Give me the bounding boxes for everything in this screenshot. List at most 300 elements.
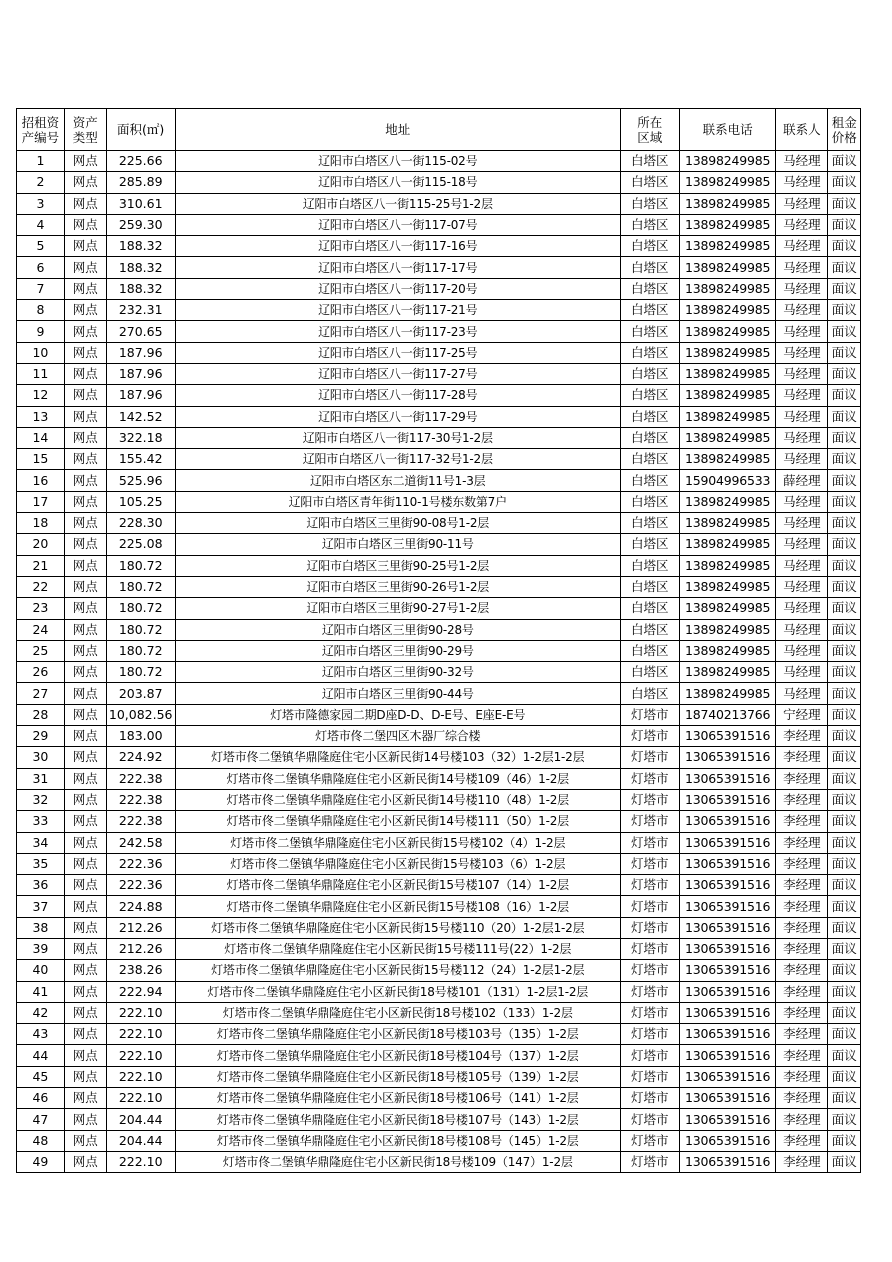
table-row xyxy=(17,1088,861,1109)
cell-price: 面议 xyxy=(828,662,861,683)
cell-area: 525.96 xyxy=(106,470,175,491)
cell-area: 238.26 xyxy=(106,960,175,981)
cell-contact: 李经理 xyxy=(776,726,828,747)
table-row xyxy=(17,1109,861,1130)
cell-phone: 13898249985 xyxy=(679,406,776,427)
cell-district: 白塔区 xyxy=(620,257,679,278)
header-phone: 联系电话 xyxy=(679,109,776,151)
cell-phone: 13898249985 xyxy=(679,342,776,363)
cell-price: 面议 xyxy=(828,449,861,470)
cell-contact: 李经理 xyxy=(776,981,828,1002)
cell-price: 面议 xyxy=(828,342,861,363)
cell-asset-type: 网点 xyxy=(64,321,106,342)
table-row xyxy=(17,534,861,555)
cell-address: 灯塔市佟二堡镇华鼎隆庭住宅小区新民街18号楼101（131）1-2层1-2层 xyxy=(175,981,620,1002)
cell-phone: 13065391516 xyxy=(679,726,776,747)
cell-address: 灯塔市佟二堡镇华鼎隆庭住宅小区新民街14号楼110（48）1-2层 xyxy=(175,789,620,810)
cell-price: 面议 xyxy=(828,427,861,448)
cell-area: 222.36 xyxy=(106,853,175,874)
cell-asset-type: 网点 xyxy=(64,1151,106,1172)
cell-phone: 13898249985 xyxy=(679,385,776,406)
table-row xyxy=(17,470,861,491)
cell-address: 辽阳市白塔区八一街117-25号 xyxy=(175,342,620,363)
cell-phone: 13898249985 xyxy=(679,640,776,661)
cell-address: 辽阳市白塔区八一街117-17号 xyxy=(175,257,620,278)
cell-area: 222.10 xyxy=(106,1066,175,1087)
cell-address: 灯塔市佟二堡镇华鼎隆庭住宅小区新民街18号楼102（133）1-2层 xyxy=(175,1002,620,1023)
cell-district: 灯塔市 xyxy=(620,768,679,789)
cell-price: 面议 xyxy=(828,576,861,597)
cell-asset-id: 5 xyxy=(17,236,65,257)
cell-district: 白塔区 xyxy=(620,598,679,619)
cell-price: 面议 xyxy=(828,1130,861,1151)
cell-asset-type: 网点 xyxy=(64,193,106,214)
cell-asset-type: 网点 xyxy=(64,236,106,257)
cell-address: 辽阳市白塔区八一街117-30号1-2层 xyxy=(175,427,620,448)
cell-address: 辽阳市白塔区八一街117-16号 xyxy=(175,236,620,257)
cell-asset-id: 41 xyxy=(17,981,65,1002)
cell-asset-id: 22 xyxy=(17,576,65,597)
cell-contact: 李经理 xyxy=(776,1066,828,1087)
cell-contact: 李经理 xyxy=(776,896,828,917)
table-row xyxy=(17,1151,861,1172)
cell-asset-id: 34 xyxy=(17,832,65,853)
cell-district: 灯塔市 xyxy=(620,1151,679,1172)
cell-price: 面议 xyxy=(828,640,861,661)
cell-asset-id: 36 xyxy=(17,875,65,896)
cell-phone: 13898249985 xyxy=(679,214,776,235)
table-row xyxy=(17,1045,861,1066)
cell-area: 242.58 xyxy=(106,832,175,853)
cell-price: 面议 xyxy=(828,726,861,747)
cell-asset-id: 49 xyxy=(17,1151,65,1172)
cell-area: 222.10 xyxy=(106,1002,175,1023)
cell-contact: 马经理 xyxy=(776,513,828,534)
cell-address: 灯塔市佟二堡镇华鼎隆庭住宅小区新民街15号楼102（4）1-2层 xyxy=(175,832,620,853)
cell-contact: 马经理 xyxy=(776,619,828,640)
cell-contact: 马经理 xyxy=(776,406,828,427)
header-asset-id-line2: 产编号 xyxy=(21,129,60,145)
cell-asset-type: 网点 xyxy=(64,1130,106,1151)
cell-contact: 马经理 xyxy=(776,662,828,683)
cell-contact: 马经理 xyxy=(776,321,828,342)
cell-asset-id: 29 xyxy=(17,726,65,747)
cell-phone: 13065391516 xyxy=(679,875,776,896)
cell-asset-id: 11 xyxy=(17,363,65,384)
table-row xyxy=(17,151,861,172)
header-address: 地址 xyxy=(175,109,620,151)
cell-contact: 马经理 xyxy=(776,342,828,363)
cell-contact: 马经理 xyxy=(776,278,828,299)
cell-price: 面议 xyxy=(828,704,861,725)
cell-district: 白塔区 xyxy=(620,214,679,235)
cell-contact: 宁经理 xyxy=(776,704,828,725)
cell-asset-id: 38 xyxy=(17,917,65,938)
cell-asset-type: 网点 xyxy=(64,1045,106,1066)
cell-phone: 13898249985 xyxy=(679,513,776,534)
cell-price: 面议 xyxy=(828,1002,861,1023)
cell-area: 204.44 xyxy=(106,1130,175,1151)
cell-district: 白塔区 xyxy=(620,342,679,363)
cell-address: 灯塔市佟二堡镇华鼎隆庭住宅小区新民街14号楼111（50）1-2层 xyxy=(175,811,620,832)
cell-price: 面议 xyxy=(828,385,861,406)
table-row xyxy=(17,236,861,257)
cell-phone: 13898249985 xyxy=(679,576,776,597)
table-row xyxy=(17,300,861,321)
cell-contact: 马经理 xyxy=(776,427,828,448)
table-body xyxy=(17,151,861,1173)
cell-address: 辽阳市白塔区八一街117-21号 xyxy=(175,300,620,321)
cell-price: 面议 xyxy=(828,257,861,278)
cell-asset-type: 网点 xyxy=(64,917,106,938)
table-row xyxy=(17,938,861,959)
cell-contact: 马经理 xyxy=(776,449,828,470)
cell-area: 224.88 xyxy=(106,896,175,917)
cell-area: 222.38 xyxy=(106,811,175,832)
cell-contact: 李经理 xyxy=(776,789,828,810)
header-asset-type-line1: 资产 xyxy=(72,114,98,130)
cell-asset-id: 42 xyxy=(17,1002,65,1023)
cell-asset-id: 28 xyxy=(17,704,65,725)
cell-phone: 15904996533 xyxy=(679,470,776,491)
cell-asset-id: 10 xyxy=(17,342,65,363)
table-row xyxy=(17,619,861,640)
cell-district: 灯塔市 xyxy=(620,1045,679,1066)
cell-contact: 李经理 xyxy=(776,1024,828,1045)
table-row xyxy=(17,1002,861,1023)
cell-area: 180.72 xyxy=(106,555,175,576)
table-row xyxy=(17,662,861,683)
cell-price: 面议 xyxy=(828,193,861,214)
cell-asset-id: 31 xyxy=(17,768,65,789)
cell-asset-type: 网点 xyxy=(64,789,106,810)
cell-asset-id: 46 xyxy=(17,1088,65,1109)
cell-area: 180.72 xyxy=(106,598,175,619)
cell-district: 灯塔市 xyxy=(620,896,679,917)
header-asset-type-line2: 类型 xyxy=(72,129,98,145)
cell-asset-type: 网点 xyxy=(64,1088,106,1109)
cell-asset-type: 网点 xyxy=(64,278,106,299)
cell-asset-id: 18 xyxy=(17,513,65,534)
cell-area: 222.10 xyxy=(106,1024,175,1045)
cell-area: 10,082.56 xyxy=(106,704,175,725)
cell-address: 灯塔市佟二堡镇华鼎隆庭住宅小区新民街15号楼111号(22）1-2层 xyxy=(175,938,620,959)
cell-asset-type: 网点 xyxy=(64,534,106,555)
cell-phone: 13898249985 xyxy=(679,662,776,683)
cell-contact: 李经理 xyxy=(776,1130,828,1151)
cell-area: 180.72 xyxy=(106,640,175,661)
cell-address: 辽阳市白塔区八一街115-02号 xyxy=(175,151,620,172)
cell-address: 辽阳市白塔区八一街117-32号1-2层 xyxy=(175,449,620,470)
table-row xyxy=(17,172,861,193)
table-row xyxy=(17,491,861,512)
cell-asset-id: 16 xyxy=(17,470,65,491)
cell-phone: 13898249985 xyxy=(679,321,776,342)
cell-asset-id: 44 xyxy=(17,1045,65,1066)
cell-price: 面议 xyxy=(828,747,861,768)
cell-district: 白塔区 xyxy=(620,640,679,661)
cell-price: 面议 xyxy=(828,789,861,810)
cell-asset-type: 网点 xyxy=(64,747,106,768)
table-row xyxy=(17,726,861,747)
cell-asset-type: 网点 xyxy=(64,385,106,406)
cell-contact: 马经理 xyxy=(776,300,828,321)
cell-district: 灯塔市 xyxy=(620,726,679,747)
cell-asset-type: 网点 xyxy=(64,896,106,917)
cell-area: 188.32 xyxy=(106,236,175,257)
table-row xyxy=(17,1066,861,1087)
cell-phone: 13065391516 xyxy=(679,1109,776,1130)
cell-price: 面议 xyxy=(828,1109,861,1130)
cell-asset-type: 网点 xyxy=(64,683,106,704)
cell-asset-type: 网点 xyxy=(64,257,106,278)
table-row xyxy=(17,427,861,448)
cell-price: 面议 xyxy=(828,470,861,491)
cell-asset-type: 网点 xyxy=(64,513,106,534)
cell-asset-id: 40 xyxy=(17,960,65,981)
cell-asset-id: 24 xyxy=(17,619,65,640)
cell-district: 白塔区 xyxy=(620,172,679,193)
cell-asset-type: 网点 xyxy=(64,427,106,448)
cell-area: 310.61 xyxy=(106,193,175,214)
header-contact: 联系人 xyxy=(776,109,828,151)
cell-price: 面议 xyxy=(828,1151,861,1172)
cell-asset-id: 37 xyxy=(17,896,65,917)
cell-address: 灯塔市隆德家园二期D座D-D、D-E号、E座E-E号 xyxy=(175,704,620,725)
cell-address: 灯塔市佟二堡镇华鼎隆庭住宅小区新民街18号楼107号（143）1-2层 xyxy=(175,1109,620,1130)
cell-contact: 马经理 xyxy=(776,214,828,235)
cell-phone: 13898249985 xyxy=(679,491,776,512)
cell-address: 辽阳市白塔区三里街90-25号1-2层 xyxy=(175,555,620,576)
table-row xyxy=(17,981,861,1002)
table-row xyxy=(17,257,861,278)
cell-asset-type: 网点 xyxy=(64,726,106,747)
cell-contact: 马经理 xyxy=(776,683,828,704)
cell-area: 228.30 xyxy=(106,513,175,534)
cell-price: 面议 xyxy=(828,172,861,193)
cell-area: 105.25 xyxy=(106,491,175,512)
cell-district: 灯塔市 xyxy=(620,747,679,768)
cell-asset-type: 网点 xyxy=(64,640,106,661)
cell-price: 面议 xyxy=(828,960,861,981)
cell-contact: 马经理 xyxy=(776,193,828,214)
cell-address: 灯塔市佟二堡镇华鼎隆庭住宅小区新民街18号楼103号（135）1-2层 xyxy=(175,1024,620,1045)
cell-asset-type: 网点 xyxy=(64,619,106,640)
cell-phone: 13065391516 xyxy=(679,1002,776,1023)
cell-district: 灯塔市 xyxy=(620,1002,679,1023)
cell-district: 白塔区 xyxy=(620,427,679,448)
cell-asset-id: 35 xyxy=(17,853,65,874)
cell-asset-type: 网点 xyxy=(64,832,106,853)
table-row xyxy=(17,598,861,619)
cell-area: 222.94 xyxy=(106,981,175,1002)
cell-asset-type: 网点 xyxy=(64,938,106,959)
cell-price: 面议 xyxy=(828,875,861,896)
table-row xyxy=(17,321,861,342)
cell-area: 270.65 xyxy=(106,321,175,342)
cell-phone: 18740213766 xyxy=(679,704,776,725)
cell-price: 面议 xyxy=(828,768,861,789)
cell-asset-id: 12 xyxy=(17,385,65,406)
table-row xyxy=(17,385,861,406)
table-row xyxy=(17,747,861,768)
cell-address: 辽阳市白塔区八一街117-29号 xyxy=(175,406,620,427)
cell-asset-id: 39 xyxy=(17,938,65,959)
cell-asset-type: 网点 xyxy=(64,406,106,427)
cell-contact: 李经理 xyxy=(776,853,828,874)
table-row xyxy=(17,449,861,470)
cell-price: 面议 xyxy=(828,1024,861,1045)
table-row xyxy=(17,704,861,725)
cell-address: 辽阳市白塔区三里街90-28号 xyxy=(175,619,620,640)
cell-asset-id: 23 xyxy=(17,598,65,619)
cell-address: 辽阳市白塔区三里街90-26号1-2层 xyxy=(175,576,620,597)
cell-price: 面议 xyxy=(828,534,861,555)
cell-district: 白塔区 xyxy=(620,491,679,512)
cell-contact: 马经理 xyxy=(776,598,828,619)
cell-district: 灯塔市 xyxy=(620,853,679,874)
cell-area: 155.42 xyxy=(106,449,175,470)
cell-contact: 李经理 xyxy=(776,747,828,768)
cell-area: 222.10 xyxy=(106,1151,175,1172)
cell-asset-type: 网点 xyxy=(64,491,106,512)
cell-address: 辽阳市白塔区八一街117-27号 xyxy=(175,363,620,384)
cell-area: 188.32 xyxy=(106,278,175,299)
cell-asset-id: 6 xyxy=(17,257,65,278)
cell-district: 白塔区 xyxy=(620,470,679,491)
cell-asset-id: 27 xyxy=(17,683,65,704)
table-row xyxy=(17,363,861,384)
cell-area: 212.26 xyxy=(106,917,175,938)
cell-address: 辽阳市白塔区八一街115-25号1-2层 xyxy=(175,193,620,214)
cell-contact: 马经理 xyxy=(776,576,828,597)
cell-address: 辽阳市白塔区八一街115-18号 xyxy=(175,172,620,193)
cell-price: 面议 xyxy=(828,811,861,832)
cell-contact: 马经理 xyxy=(776,385,828,406)
cell-area: 285.89 xyxy=(106,172,175,193)
cell-asset-id: 3 xyxy=(17,193,65,214)
cell-asset-type: 网点 xyxy=(64,449,106,470)
cell-address: 灯塔市佟二堡镇华鼎隆庭住宅小区新民街14号楼103（32）1-2层1-2层 xyxy=(175,747,620,768)
cell-contact: 李经理 xyxy=(776,768,828,789)
cell-contact: 马经理 xyxy=(776,257,828,278)
cell-price: 面议 xyxy=(828,491,861,512)
cell-phone: 13898249985 xyxy=(679,427,776,448)
table-row xyxy=(17,342,861,363)
cell-asset-id: 15 xyxy=(17,449,65,470)
cell-area: 204.44 xyxy=(106,1109,175,1130)
cell-asset-type: 网点 xyxy=(64,598,106,619)
cell-district: 灯塔市 xyxy=(620,789,679,810)
cell-price: 面议 xyxy=(828,406,861,427)
table-header xyxy=(17,109,861,151)
cell-district: 灯塔市 xyxy=(620,1088,679,1109)
cell-contact: 李经理 xyxy=(776,938,828,959)
cell-district: 灯塔市 xyxy=(620,1109,679,1130)
cell-address: 辽阳市白塔区八一街117-23号 xyxy=(175,321,620,342)
cell-price: 面议 xyxy=(828,555,861,576)
cell-area: 187.96 xyxy=(106,342,175,363)
cell-asset-id: 8 xyxy=(17,300,65,321)
header-asset-id xyxy=(17,109,65,151)
cell-address: 灯塔市佟二堡镇华鼎隆庭住宅小区新民街18号楼108号（145）1-2层 xyxy=(175,1130,620,1151)
cell-asset-type: 网点 xyxy=(64,151,106,172)
cell-area: 225.66 xyxy=(106,151,175,172)
cell-contact: 李经理 xyxy=(776,960,828,981)
table-row xyxy=(17,576,861,597)
cell-asset-type: 网点 xyxy=(64,960,106,981)
table-row xyxy=(17,683,861,704)
cell-address: 辽阳市白塔区三里街90-44号 xyxy=(175,683,620,704)
cell-address: 灯塔市佟二堡镇华鼎隆庭住宅小区新民街15号楼107（14）1-2层 xyxy=(175,875,620,896)
cell-district: 白塔区 xyxy=(620,576,679,597)
cell-phone: 13065391516 xyxy=(679,853,776,874)
cell-price: 面议 xyxy=(828,853,861,874)
cell-asset-type: 网点 xyxy=(64,576,106,597)
cell-phone: 13898249985 xyxy=(679,278,776,299)
cell-price: 面议 xyxy=(828,236,861,257)
cell-district: 白塔区 xyxy=(620,193,679,214)
cell-price: 面议 xyxy=(828,683,861,704)
cell-phone: 13898249985 xyxy=(679,193,776,214)
cell-asset-id: 9 xyxy=(17,321,65,342)
lease-listing-sheet xyxy=(16,108,861,1173)
cell-address: 灯塔市佟二堡镇华鼎隆庭住宅小区新民街15号楼103（6）1-2层 xyxy=(175,853,620,874)
cell-address: 辽阳市白塔区东二道街11号1-3层 xyxy=(175,470,620,491)
cell-asset-type: 网点 xyxy=(64,768,106,789)
table-row xyxy=(17,917,861,938)
cell-district: 白塔区 xyxy=(620,151,679,172)
cell-district: 白塔区 xyxy=(620,513,679,534)
cell-area: 187.96 xyxy=(106,385,175,406)
table-row xyxy=(17,832,861,853)
cell-asset-type: 网点 xyxy=(64,300,106,321)
cell-contact: 李经理 xyxy=(776,875,828,896)
cell-area: 187.96 xyxy=(106,363,175,384)
cell-asset-type: 网点 xyxy=(64,172,106,193)
cell-contact: 马经理 xyxy=(776,172,828,193)
cell-area: 203.87 xyxy=(106,683,175,704)
cell-district: 灯塔市 xyxy=(620,1024,679,1045)
cell-asset-type: 网点 xyxy=(64,1024,106,1045)
cell-phone: 13898249985 xyxy=(679,172,776,193)
cell-address: 灯塔市佟二堡镇华鼎隆庭住宅小区新民街15号楼110（20）1-2层1-2层 xyxy=(175,917,620,938)
cell-price: 面议 xyxy=(828,917,861,938)
cell-asset-id: 30 xyxy=(17,747,65,768)
cell-phone: 13065391516 xyxy=(679,1024,776,1045)
cell-address: 辽阳市白塔区青年街110-1号楼东数第7户 xyxy=(175,491,620,512)
cell-asset-id: 14 xyxy=(17,427,65,448)
cell-area: 222.36 xyxy=(106,875,175,896)
cell-district: 灯塔市 xyxy=(620,981,679,1002)
cell-phone: 13898249985 xyxy=(679,257,776,278)
cell-price: 面议 xyxy=(828,1088,861,1109)
cell-district: 白塔区 xyxy=(620,406,679,427)
cell-phone: 13065391516 xyxy=(679,1151,776,1172)
cell-asset-type: 网点 xyxy=(64,875,106,896)
cell-phone: 13898249985 xyxy=(679,619,776,640)
cell-phone: 13898249985 xyxy=(679,151,776,172)
cell-address: 灯塔市佟二堡镇华鼎隆庭住宅小区新民街15号楼108（16）1-2层 xyxy=(175,896,620,917)
cell-contact: 马经理 xyxy=(776,640,828,661)
cell-district: 灯塔市 xyxy=(620,960,679,981)
cell-area: 224.92 xyxy=(106,747,175,768)
cell-district: 白塔区 xyxy=(620,363,679,384)
cell-district: 白塔区 xyxy=(620,236,679,257)
cell-price: 面议 xyxy=(828,363,861,384)
cell-district: 白塔区 xyxy=(620,321,679,342)
cell-area: 180.72 xyxy=(106,619,175,640)
